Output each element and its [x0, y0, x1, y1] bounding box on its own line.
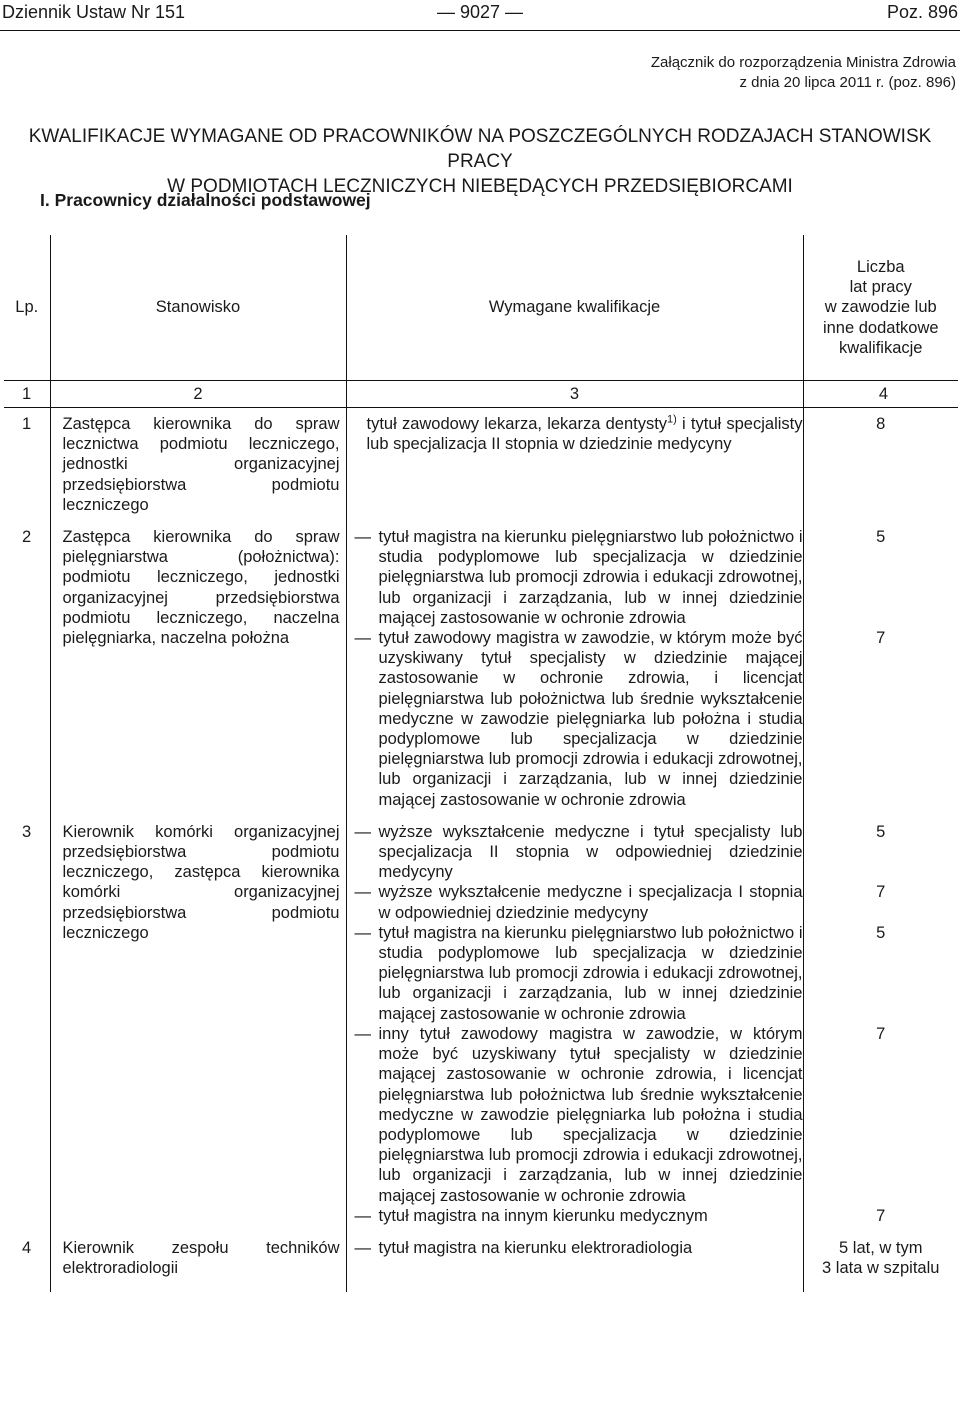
- column-number: 4: [803, 381, 958, 408]
- row-number: 3: [22, 822, 32, 841]
- row-number: 4: [22, 1238, 32, 1257]
- page-number: — 9027 —: [436, 2, 524, 22]
- header-years-line: inne dodatkowe: [822, 318, 939, 337]
- requirement-text-part: i tytuł specjalisty lub specjalizacja II stopnia w dziedzinie medycyny: [366, 415, 803, 454]
- years-value: 5: [876, 923, 886, 942]
- header-rule: [0, 30, 960, 31]
- table-header-row: [4, 235, 958, 381]
- years-value: 5: [876, 822, 886, 841]
- table-row: [4, 1232, 958, 1292]
- dash-bullet: —: [354, 923, 371, 942]
- dash-bullet: —: [354, 883, 371, 902]
- dash-bullet: —: [354, 629, 371, 648]
- requirement-item: [355, 1024, 803, 1206]
- footnote-ref: 1): [667, 413, 677, 426]
- header-lp: Lp.: [4, 235, 50, 381]
- position-number: Poz. 896: [886, 2, 958, 22]
- requirement-item: [355, 527, 803, 628]
- column-number: 1: [4, 381, 50, 408]
- journal-title: Dziennik Ustaw Nr 151: [2, 2, 186, 22]
- requirement-text: tytuł magistra na kierunku pielęgniarstwo lub położnictwo i studia podyplomowe lub specjalizacja w dziedzinie pielęgniarstwa lub promocji zdrowia i edukacji zdrowotnej, lub organizacji i zarządzania, lub w innej dziedzinie mającej zastosowanie w ochronie zdrowia: [378, 528, 803, 627]
- requirement-text-part: tytuł zawodowy lekarza, lekarza dentysty: [366, 415, 668, 433]
- requirements-cell: [346, 1232, 803, 1292]
- requirement-item: [355, 628, 803, 810]
- table-row: [4, 816, 958, 1232]
- dash-bullet: —: [354, 1206, 371, 1225]
- years-value: 7: [876, 1206, 886, 1225]
- requirement-text: inny tytuł zawodowy magistra w zawodzie, w którym może być uzyskiwany tytuł specjalisty w dziedzinie mającej zastosowanie w ochronie zdrowia, i licencjat pielęgniarstwa lub położnictwa lub średnie wykształcenie medyczne w zawodzie pielęgniarka lub położna i studia podyplomowe lub specjalizacja w dziedzinie pielęgniarstwa lub promocji zdrowia i edukacji zdrowotnej, lub organizacji i zarządzania, lub w innej dziedzinie mającej zastosowanie w ochronie zdrowia: [378, 1024, 803, 1205]
- row-number: 1: [22, 415, 32, 433]
- row-number: 2: [22, 528, 32, 547]
- years-value: 7: [876, 629, 886, 648]
- position-cell: Kierownik zespołu techników elektroradiologii: [50, 1232, 346, 1292]
- header-years-line: kwalifikacje: [839, 338, 923, 357]
- years-cell: [803, 1232, 958, 1292]
- column-number: 2: [50, 381, 346, 408]
- years-cell: [803, 521, 958, 816]
- requirement-item: [355, 923, 803, 1024]
- years-cell: 8: [803, 408, 958, 522]
- qualifications-table: [4, 235, 958, 1292]
- header-years-line: lat pracy: [849, 278, 912, 297]
- requirement-text: [355, 414, 803, 454]
- column-number: 3: [346, 381, 803, 408]
- title-line-1: KWALIFIKACJE WYMAGANE OD PRACOWNIKÓW NA POSZCZEGÓLNYCH RODZAJACH STANOWISK PRACY: [28, 126, 932, 172]
- position-cell: Zastępca kierownika do spraw lecznictwa podmiotu leczniczego, jednostki organizacyjnej przedsiębiorstwa podmiotu leczniczego: [50, 408, 346, 522]
- dash-bullet: —: [354, 822, 371, 841]
- requirement-text: wyższe wykształcenie medyczne i tytuł specjalisty lub specjalizacja II stopnia w odpowiedniej dziedzinie medycyny: [378, 822, 803, 882]
- years-cell: [803, 816, 958, 1232]
- dash-bullet: —: [354, 1238, 371, 1257]
- requirements-cell: [346, 521, 803, 816]
- position-cell: Kierownik komórki organizacyjnej przedsiębiorstwa podmiotu leczniczego, zastępca kierownika komórki organizacyjnej przedsiębiorstwa podmiotu leczniczego: [50, 816, 346, 1232]
- position-cell: Zastępca kierownika do spraw pielęgniarstwa (położnictwa): podmiotu leczniczego, jednostki organizacyjnej przedsiębiorstwa podmiotu leczniczego, naczelna pielęgniarka, naczelna położna: [50, 521, 346, 816]
- title-line-2: W PODMIOTACH LECZNICZYCH NIEBĘDĄCYCH PRZEDSIĘBIORCAMI: [167, 176, 793, 197]
- header-years-line: w zawodzie lub: [824, 298, 937, 317]
- requirement-text: wyższe wykształcenie medyczne i specjalizacja I stopnia w odpowiedniej dziedzinie medycyny: [378, 883, 803, 922]
- requirement-text: tytuł magistra na kierunku elektroradiologia: [378, 1238, 693, 1257]
- requirement-item: [355, 822, 803, 883]
- requirements-cell: [346, 816, 803, 1232]
- table-body: [4, 408, 958, 1293]
- header-requirements: Wymagane kwalifikacje: [346, 235, 803, 381]
- annex-line-1: Załącznik do rozporządzenia Ministra Zdrowia: [650, 54, 956, 71]
- requirement-item: [355, 1206, 803, 1226]
- years-line: 3 lata w szpitalu: [822, 1259, 940, 1278]
- requirement-text: tytuł zawodowy magistra w zawodzie, w którym może być uzyskiwany tytuł specjalisty w dziedzinie mającej zastosowanie w ochronie zdrowia, i licencjat pielęgniarstwa lub położnictwa lub średnie wykształcenie medyczne w zawodzie pielęgniarka lub położna i studia podyplomowe lub specjalizacja w dziedzinie pielęgniarstwa lub promocji zdrowia i edukacji zdrowotnej, lub organizacji i zarządzania, lub w innej dziedzinie mającej zastosowanie w ochronie zdrowia: [378, 629, 803, 809]
- requirement-item: [355, 1238, 803, 1258]
- table-row: [4, 408, 958, 522]
- requirement-text: tytuł magistra na innym kierunku medycznym: [378, 1206, 708, 1225]
- years-line: 5 lat, w tym: [839, 1238, 923, 1257]
- header-years-line: Liczba: [856, 257, 905, 276]
- requirements-cell: [346, 408, 803, 522]
- section-heading: I. Pracownicy działalności podstawowej: [40, 190, 371, 210]
- dash-bullet: —: [354, 528, 371, 547]
- column-number-row: [4, 381, 958, 408]
- years-value: 7: [876, 1024, 886, 1043]
- annex-line-2: z dnia 20 lipca 2011 r. (poz. 896): [739, 74, 956, 91]
- table-row: [4, 521, 958, 816]
- requirement-text: tytuł magistra na kierunku pielęgniarstwo lub położnictwo i studia podyplomowe lub specjalizacja w dziedzinie pielęgniarstwa lub promocji zdrowia i edukacji zdrowotnej, lub organizacji i zarządzania, lub w innej dziedzinie mającej zastosowanie w ochronie zdrowia: [378, 923, 803, 1023]
- header-position: Stanowisko: [50, 235, 346, 381]
- years-value: 5: [876, 528, 886, 547]
- requirement-item: [355, 882, 803, 922]
- years-value: 7: [876, 883, 886, 902]
- document-title: [0, 124, 960, 199]
- dash-bullet: —: [354, 1024, 371, 1043]
- header-years: [803, 235, 958, 381]
